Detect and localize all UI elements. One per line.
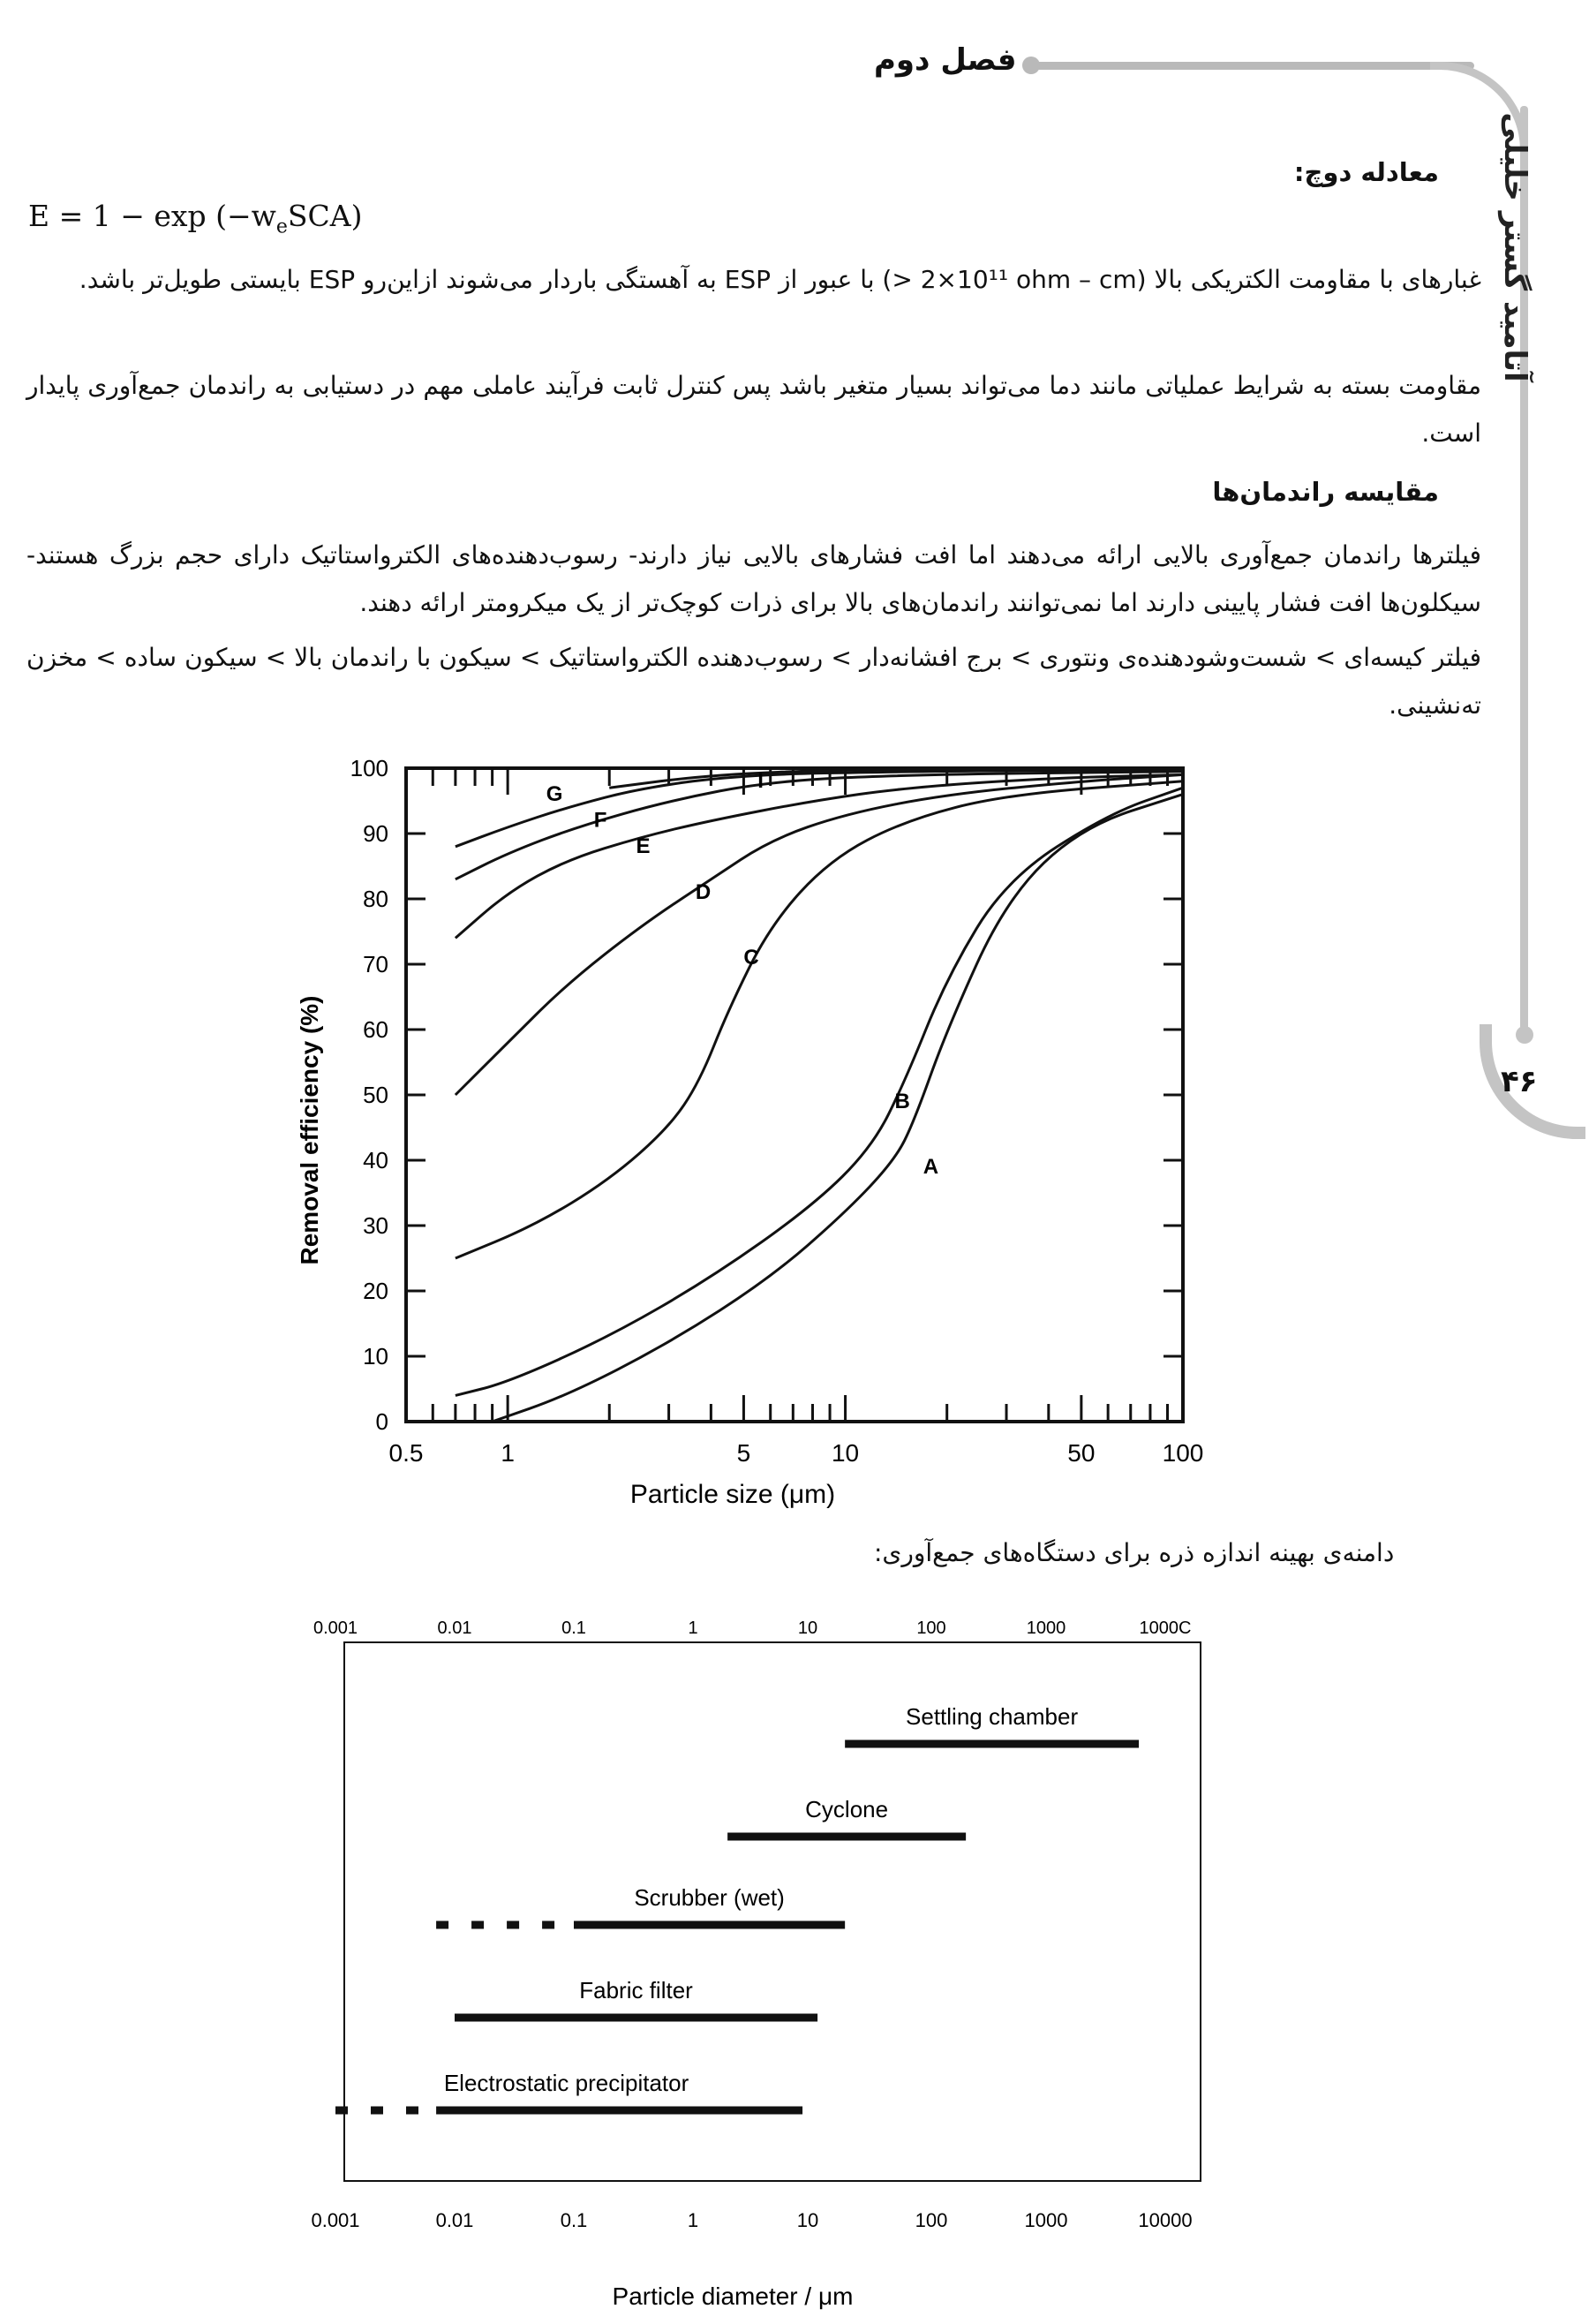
chart2-device-bars — [335, 1703, 1139, 2110]
x-tick-label: 100 — [1162, 1439, 1204, 1467]
bottom-tick-label: 0.001 — [311, 2209, 360, 2231]
paragraph-resistivity: غبارهای با مقاومت الکتریکی بالا (ohm – cm‏ 10¹¹×2 <) با عبور از ESP به آهستگی باردار می‌شوند ازاین‌رو ESP بایستی طویل‌تر باشد. — [79, 265, 1481, 294]
bottom-tick-label: 100 — [915, 2209, 948, 2231]
curve-A — [493, 795, 1183, 1422]
y-tick-label: 90 — [363, 820, 388, 847]
header-dot — [1022, 57, 1040, 74]
curve-label-D: D — [695, 880, 712, 904]
chart1-x-axis-label: Particle size (μm) — [629, 1480, 836, 1509]
deutsch-equation — [28, 199, 362, 238]
y-tick-label: 100 — [350, 755, 388, 781]
top-tick-label: 10 — [797, 1618, 818, 1638]
chart1-y-axis-label: Removal efficiency (%) — [296, 995, 323, 1265]
curve-label-A: A — [923, 1154, 939, 1179]
paragraph-ranking: فیلتر کیسه‌ای > شست‌وشودهنده‌ی ونتوری > برج افشانه‌دار > رسوب‌دهنده الکترواستاتیک > سیکون با راندمان بالا > سیکون ساده > مخزن ته‌نشینی. — [26, 643, 1481, 720]
bottom-tick-label: 1000 — [1024, 2209, 1068, 2231]
y-tick-label: 40 — [363, 1147, 388, 1173]
y-tick-label: 60 — [363, 1016, 388, 1043]
curve-label-I: I — [757, 769, 764, 794]
y-tick-label: 20 — [363, 1278, 388, 1304]
top-tick-label: 100 — [916, 1618, 946, 1638]
y-tick-label: 0 — [375, 1408, 388, 1435]
x-tick-label: 0.5 — [388, 1439, 424, 1467]
curve-B — [456, 788, 1183, 1395]
device-label-scrubber-wet-: Scrubber (wet) — [634, 1884, 785, 1911]
curve-D — [456, 774, 1183, 1095]
top-tick-label: 1 — [688, 1618, 698, 1638]
compare-heading: مقایسه راندمان‌ها — [1212, 477, 1439, 507]
top-tick-label: 0.1 — [561, 1618, 586, 1638]
y-tick-label: 50 — [363, 1082, 388, 1108]
bottom-tick-label: 0.01 — [435, 2209, 474, 2231]
particle-range-chart — [300, 1598, 1236, 2322]
curve-label-B: B — [894, 1089, 910, 1113]
device-label-cyclone: Cyclone — [805, 1796, 889, 1822]
device-label-fabric-filter: Fabric filter — [579, 1977, 693, 2003]
chapter-title: فصل دوم — [874, 42, 1017, 78]
y-tick-label: 80 — [363, 886, 388, 912]
y-tick-label: 70 — [363, 951, 388, 977]
top-tick-label: 1000C — [1139, 1618, 1192, 1638]
bottom-tick-label: 1 — [687, 2209, 699, 2231]
x-tick-label: 50 — [1067, 1439, 1096, 1467]
chart1-frame — [406, 768, 1183, 1422]
chart1-axes — [406, 768, 1183, 1422]
chart2-x-axis-label: Particle diameter / μm — [612, 2282, 854, 2310]
y-tick-label: 10 — [363, 1343, 388, 1370]
bottom-tick-label: 10000 — [1138, 2209, 1193, 2231]
curve-E — [456, 774, 1183, 938]
bottom-tick-label: 10 — [796, 2209, 819, 2231]
paragraph-compare: فیلترها راندمان جمع‌آوری بالایی ارائه می‌دهند اما افت فشارهای بالایی نیاز دارند- رسوب‌دهنده‌های الکترواستاتیک دارای حجم بزرگ هستند- سیکلون‌ها افت فشار پایینی دارند اما نمی‌توانند راندمان‌های بالا برای ذرات کوچک‌تر از یک میکرومتر ارائه دهند. — [26, 540, 1481, 617]
caption-optimal-range: دامنه‌ی بهینه اندازه ذره برای دستگاه‌های جمع‌آوری: — [874, 1538, 1395, 1567]
page-number: ۴۶ — [1501, 1064, 1538, 1099]
device-label-electrostatic-precipitator: Electrostatic precipitator — [443, 2070, 689, 2096]
device-label-settling-chamber: Settling chamber — [906, 1703, 1079, 1730]
top-tick-label: 0.001 — [313, 1618, 358, 1638]
top-tick-label: 1000 — [1026, 1618, 1066, 1638]
curve-label-E: E — [636, 834, 651, 859]
removal-efficiency-chart — [265, 751, 1236, 1528]
y-tick-label: 30 — [363, 1212, 388, 1239]
curve-label-C: C — [743, 946, 759, 970]
x-tick-label: 5 — [736, 1439, 751, 1467]
top-tick-label: 0.01 — [437, 1618, 472, 1638]
x-tick-label: 10 — [831, 1439, 860, 1467]
side-brand-text: آتامید گستر خلیلی — [1497, 112, 1533, 382]
equation-rhs: SCA) — [287, 199, 363, 233]
bottom-tick-label: 0.1 — [560, 2209, 588, 2231]
header-line — [1033, 62, 1474, 70]
deutsch-heading: معادله دوچ: — [1293, 157, 1439, 187]
chart1-series — [456, 768, 1183, 1422]
chart1-ticks — [350, 755, 1204, 1467]
equation-lhs: E = 1 − exp (−w — [28, 199, 276, 233]
x-tick-label: 1 — [501, 1439, 515, 1467]
paragraph-stability: مقاومت بسته به شرایط عملیاتی مانند دما می‌تواند بسیار متغیر باشد پس کنترل ثابت فرآیند عاملی مهم در دستیابی به راندمان جمع‌آوری پایدار است. — [26, 371, 1481, 448]
curve-label-F: F — [593, 808, 607, 833]
equation-sub: e — [275, 215, 288, 238]
curve-label-G: G — [546, 782, 563, 806]
chart1-series-labels — [546, 769, 938, 1179]
curve-C — [456, 781, 1183, 1258]
